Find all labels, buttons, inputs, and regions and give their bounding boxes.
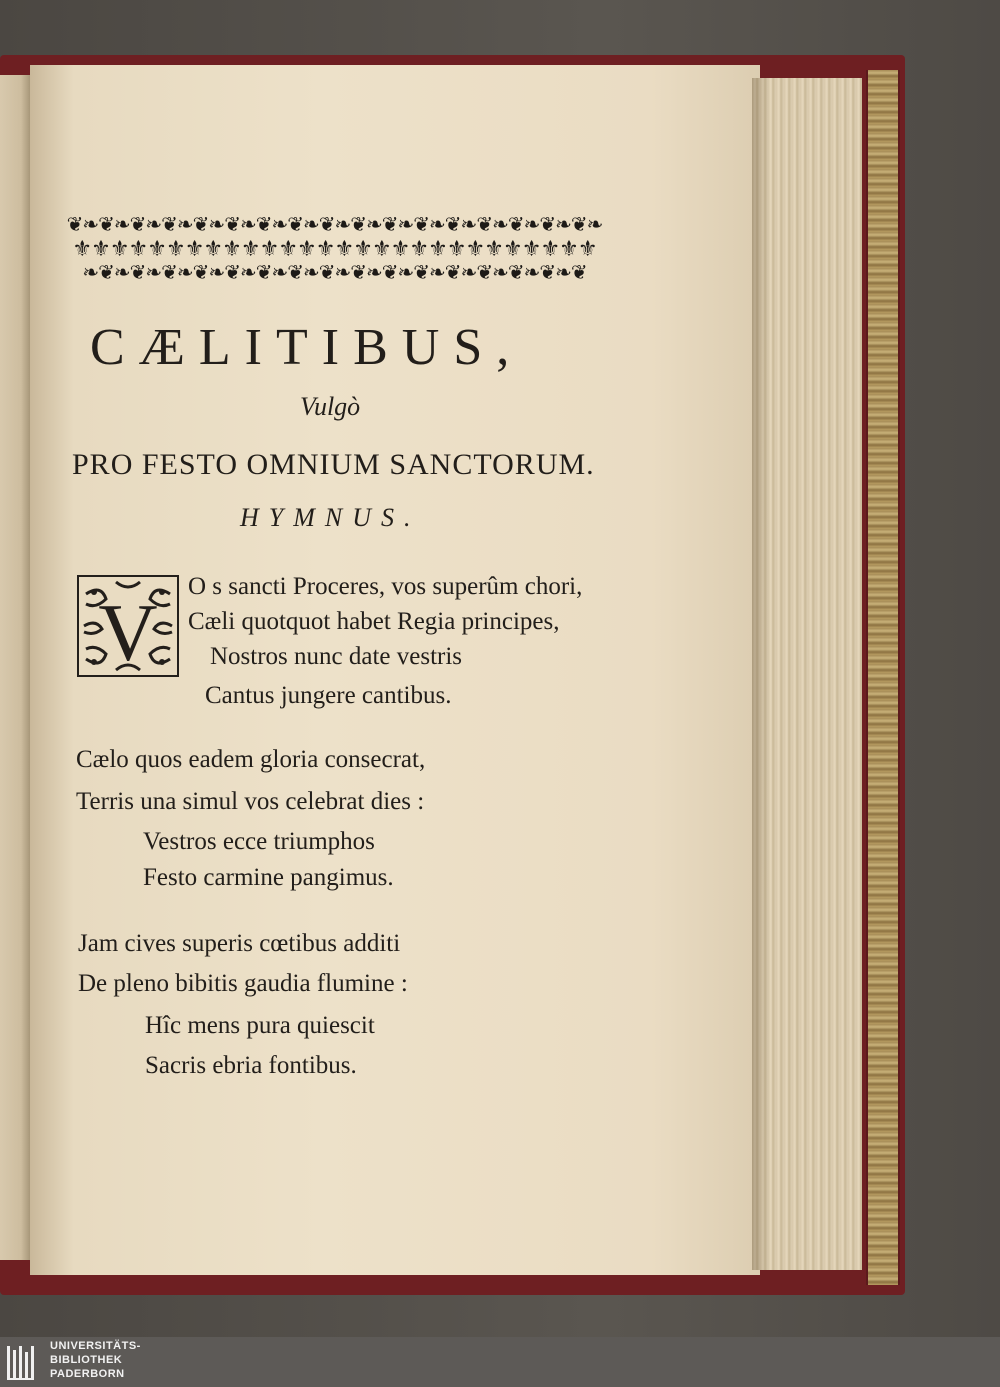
verse-line: Jam cives superis cœtibus additi [78, 930, 401, 957]
verse-line: Terris una simul vos celebrat dies : [76, 788, 425, 815]
footer-bar [0, 1337, 1000, 1387]
library-name-line-2: BIBLIOTHEK [50, 1354, 123, 1366]
left-page-edge [0, 75, 30, 1260]
verse-line: Cantus jungere cantibus. [205, 682, 452, 709]
hymn-label: HYMNUS. [240, 503, 421, 532]
verse-line: Vestros ecce triumphos [143, 828, 375, 855]
headpiece-ornament [62, 208, 607, 288]
ornament-scroll-row: ❧❦❧❦❧❦❧❦❧❦❧❦❧❦❧❦❧❦❧❦❧❦❧❦❧❦❧❦❧❦❧❦ [82, 262, 587, 284]
ornament-lily-row: ⚜⚜⚜⚜⚜⚜⚜⚜⚜⚜⚜⚜⚜⚜⚜⚜⚜⚜⚜⚜⚜⚜⚜⚜⚜⚜⚜⚜ [72, 236, 597, 260]
decorated-initial-icon [76, 574, 180, 678]
verse-line: Cæli quotquot habet Regia principes, [188, 608, 560, 635]
verse-line: Nostros nunc date vestris [210, 643, 463, 670]
gilded-cover-border [866, 70, 900, 1285]
section-heading: PRO FESTO OMNIUM SANCTORUM. [72, 448, 595, 481]
verse-line: O s sancti Proceres, vos superûm chori, [188, 573, 583, 600]
library-name-line-1: UNIVERSITÄTS- [50, 1340, 141, 1352]
verse-line: Cælo quos eadem gloria consecrat, [76, 746, 426, 773]
page-title: CÆLITIBUS, [90, 319, 524, 376]
subtitle: Vulgò [300, 392, 361, 421]
library-logo-icon [5, 1342, 40, 1382]
verse-line: Sacris ebria fontibus. [145, 1052, 357, 1079]
verse-line: De pleno bibitis gaudia flumine : [78, 970, 408, 997]
verse-line: Festo carmine pangimus. [143, 864, 394, 891]
gutter-shadow [752, 78, 770, 1270]
ornament-scroll-row: ❦❧❦❧❦❧❦❧❦❧❦❧❦❧❦❧❦❧❦❧❦❧❦❧❦❧❦❧❦❧❦❧❦❧ [66, 214, 603, 236]
library-name-line-3: PADERBORN [50, 1368, 125, 1380]
verse-line: Hîc mens pura quiescit [145, 1012, 375, 1039]
initial-letter: V [98, 587, 158, 678]
